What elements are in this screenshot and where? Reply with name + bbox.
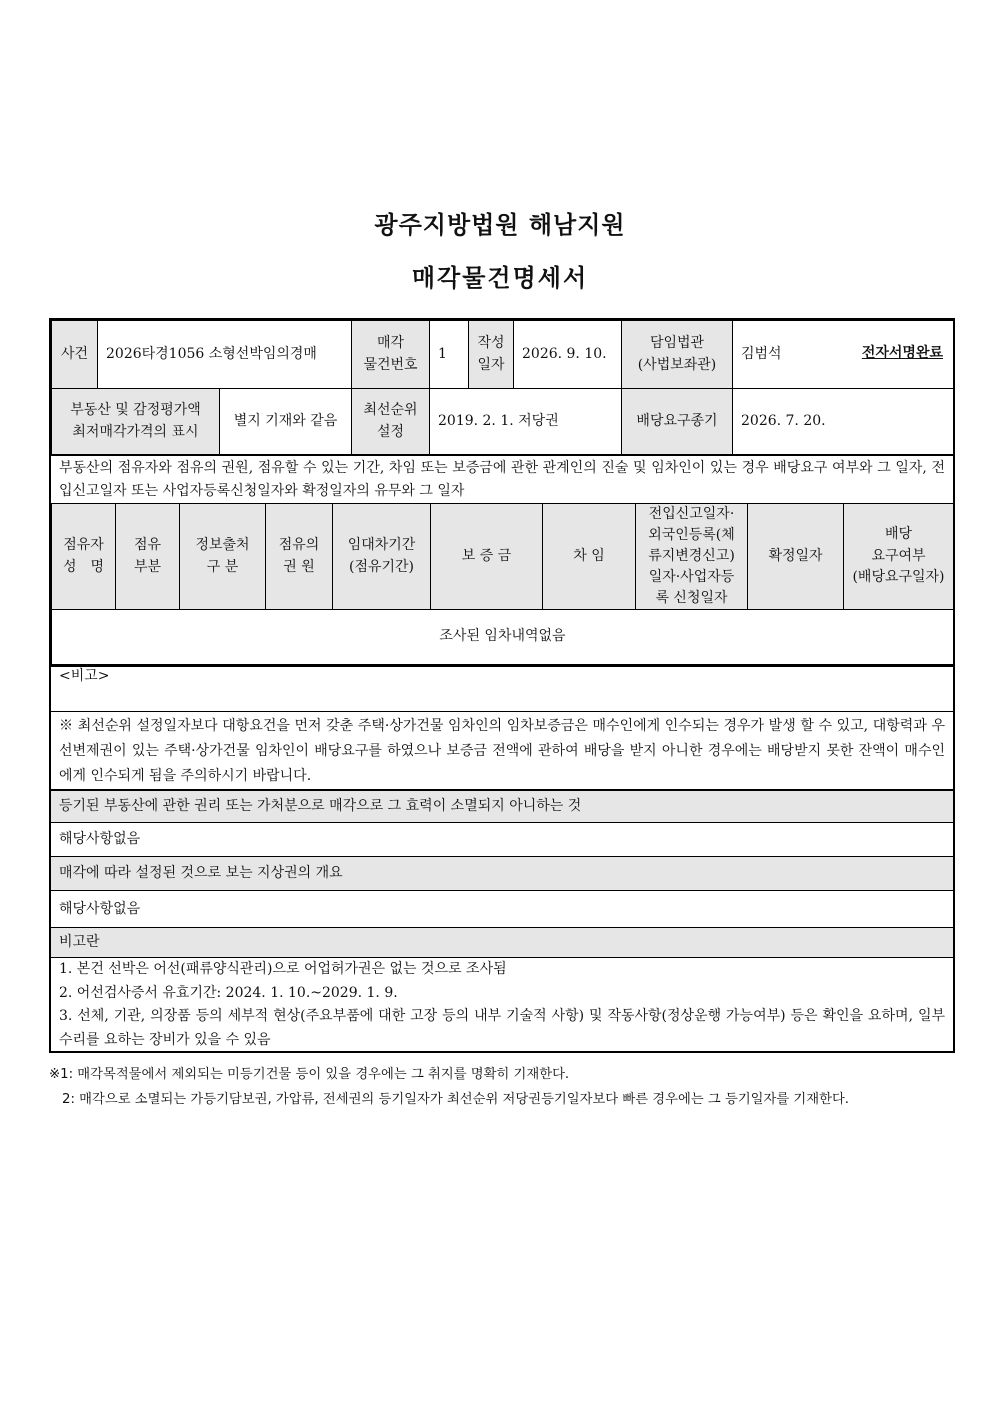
header-row-2 xyxy=(51,388,954,455)
written-date: 2026. 9. 10. xyxy=(514,321,622,389)
tenant-header-occupant: 점유자 성 명 xyxy=(52,504,116,610)
tenant-header-fixed-date: 확정일자 xyxy=(748,504,844,610)
remarks-label: <비고> xyxy=(51,665,953,711)
tenant-header-move-in: 전입신고일자· 외국인등록(체 류지변경신고) 일자·사업자등 록 신청일자 xyxy=(636,504,748,610)
property-label: 부동산 및 감정평가액 최저매각가격의 표시 xyxy=(52,389,220,455)
document-title: 매각물건명세서 xyxy=(411,264,589,292)
footnote-2: 2: 매각으로 소멸되는 가등기담보권, 가압류, 전세권의 등기일자가 최선순위 저당권등기일자보다 빠른 경우에는 그 등기일자를 기재한다. xyxy=(62,1092,850,1107)
note-section-label: 비고란 xyxy=(51,927,953,957)
case-number: 2026타경1056 소형선박임의경매 xyxy=(98,321,352,389)
surface-section-label: 매각에 따라 설정된 것으로 보는 지상권의 개요 xyxy=(51,856,953,890)
written-date-label: 작성 일자 xyxy=(469,321,514,389)
tenant-header-part: 점유 부분 xyxy=(116,504,180,610)
sale-item-statement-sheet xyxy=(49,318,955,1053)
judge-cell xyxy=(733,321,954,389)
judge-name: 김범석 xyxy=(741,345,782,362)
note-section-list xyxy=(51,957,953,1051)
note-item: 1. 본건 선박은 어선(패류양식관리)으로 어업허가권은 없는 것으로 조사됨 xyxy=(59,961,507,977)
footnote-1: ※1: 매각목적물에서 제외되는 미등기건물 등이 있을 경우에는 그 취지를 명확히 기재한다. xyxy=(49,1067,570,1082)
item-number: 1 xyxy=(430,321,469,389)
tenant-header-row xyxy=(52,504,954,610)
tenant-header-dividend: 배당 요구여부 (배당요구일자) xyxy=(844,504,954,610)
rights-section-value: 해당사항없음 xyxy=(51,822,953,856)
tenant-header-source: 정보출처 구 분 xyxy=(180,504,266,610)
tenant-header-rent: 차 임 xyxy=(543,504,636,610)
note-item: 2. 어선검사증서 유효기간: 2024. 1. 10.~2029. 1. 9. xyxy=(59,984,398,1001)
priority-label: 최선순위 설정 xyxy=(352,389,430,455)
tenant-empty-row: 조사된 임차내역없음 xyxy=(52,610,954,665)
property-value: 별지 기재와 같음 xyxy=(220,389,352,455)
tenant-header-period: 임대차기간 (점유기간) xyxy=(333,504,431,610)
e-signature: 전자서명완료 xyxy=(861,345,943,361)
rights-section-label: 등기된 부동산에 관한 권리 또는 가처분으로 매각으로 그 효력이 소멸되지 아니하는 것 xyxy=(51,789,953,822)
surface-section-value: 해당사항없음 xyxy=(51,890,953,927)
deadline-label: 배당요구종기 xyxy=(622,389,733,455)
tenant-table xyxy=(51,503,954,665)
tenant-header-title: 점유의 권 원 xyxy=(266,504,333,610)
occupancy-description: 부동산의 점유자와 점유의 권원, 점유할 수 있는 기간, 차임 또는 보증금에 관한 관계인의 진술 및 임차인이 있는 경우 배당요구 여부와 그 일자, 전입신고일자 또는 사업자등록신청일자와 확정일자의 유무와 그 일자 xyxy=(51,455,953,503)
judge-label: 담임법관 (사법보좌관) xyxy=(622,321,733,389)
priority-value: 2019. 2. 1. 저당권 xyxy=(430,389,622,455)
item-number-label: 매각 물건번호 xyxy=(352,321,430,389)
tenant-header-deposit: 보 증 금 xyxy=(431,504,543,610)
header-row-1 xyxy=(51,320,954,389)
note-item: 3. 선체, 기관, 의장품 등의 세부적 현상(주요부품에 대한 고장 등의 내부 기술적 사항) 및 작동사항(정상운행 가능여부) 등은 확인을 요하며, 일부 수리를 요하는 장비가 있을 수 있음 xyxy=(59,1008,945,1048)
deadline-value: 2026. 7. 20. xyxy=(733,389,954,455)
warning-text: ※ 최선순위 설정일자보다 대항요건을 먼저 갖춘 주택·상가건물 임차인의 임차보증금은 매수인에게 인수되는 경우가 발생 할 수 있고, 대항력과 우선변제권이 있는 주택·상가건물 임차인이 배당요구를 하였으나 보증금 전액에 관하여 배당을 받지 아니한 경우에는 배당받지 못한 잔액이 매수인에게 인수되게 됨을 주의하시기 바랍니다. xyxy=(51,711,953,789)
footnotes xyxy=(49,1062,959,1112)
case-label: 사건 xyxy=(52,321,98,389)
court-name: 광주지방법원 해남지원 xyxy=(374,211,626,239)
